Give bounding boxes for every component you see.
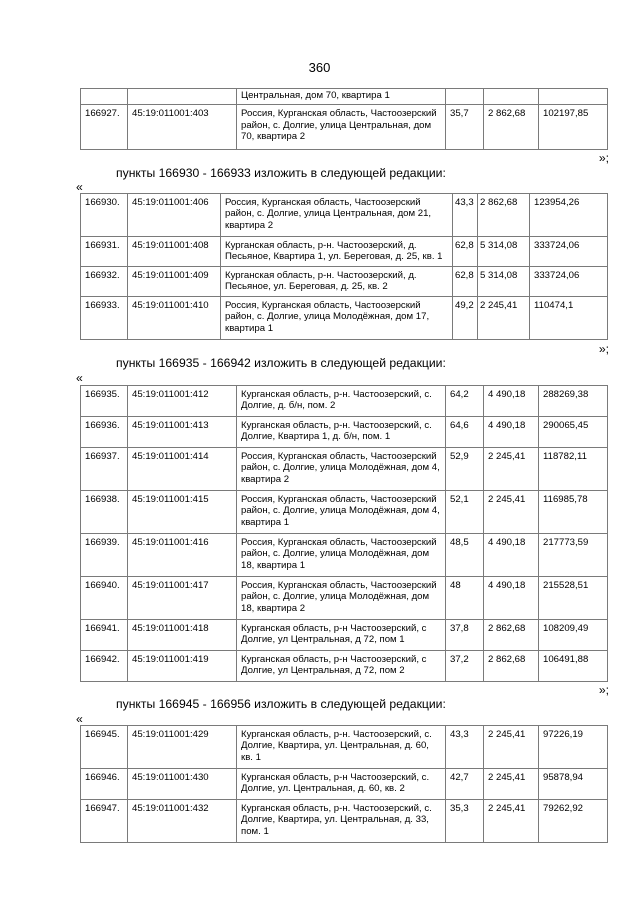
cell-area: 62,8 <box>453 267 478 297</box>
cell-area: 35,3 <box>446 800 484 843</box>
table-row <box>81 769 608 800</box>
cell-num: 166933. <box>81 297 128 340</box>
cell-num <box>81 89 128 105</box>
cell-num: 166947. <box>81 800 128 843</box>
table-row <box>81 800 608 843</box>
cell-price: 2 245,41 <box>484 448 539 491</box>
cell-area: 64,2 <box>446 386 484 417</box>
cell-cadastral: 45:19:011001:416 <box>128 534 237 577</box>
cell-price: 2 862,68 <box>484 620 539 651</box>
cell-cadastral: 45:19:011001:414 <box>128 448 237 491</box>
table-row <box>81 577 608 620</box>
cell-area: 48,5 <box>446 534 484 577</box>
cell-address: Курганская область, р-н Частоозерский, с Долгие, ул Центральная, д 72, пом 2 <box>237 651 446 682</box>
table-row <box>81 237 608 267</box>
table-body <box>81 726 608 843</box>
cell-cadastral: 45:19:011001:429 <box>128 726 237 769</box>
cell-area: 52,9 <box>446 448 484 491</box>
cell-value: 333724,06 <box>530 237 608 267</box>
cell-address: Россия, Курганская область, Частоозерский район, с. Долгие, улица Молодёжная, дом 17, квартира 1 <box>221 297 453 340</box>
cell-area: 62,8 <box>453 237 478 267</box>
cell-value: 123954,26 <box>530 194 608 237</box>
cell-address: Россия, Курганская область, Частоозерский район, с. Долгие, улица Центральная, дом 21, квартира 2 <box>221 194 453 237</box>
table-section-2 <box>80 385 608 682</box>
cell-cadastral: 45:19:011001:432 <box>128 800 237 843</box>
cell-price: 2 245,41 <box>484 491 539 534</box>
cell-area: 37,2 <box>446 651 484 682</box>
cell-num: 166931. <box>81 237 128 267</box>
cell-num: 166938. <box>81 491 128 534</box>
cell-area: 43,3 <box>446 726 484 769</box>
cell-cadastral: 45:19:011001:409 <box>128 267 221 297</box>
cell-price: 5 314,08 <box>478 237 530 267</box>
cell-area: 43,3 <box>453 194 478 237</box>
table-row <box>81 105 608 150</box>
cell-cadastral: 45:19:011001:430 <box>128 769 237 800</box>
cell-price: 2 245,41 <box>484 726 539 769</box>
cell-address: Россия, Курганская область, Частоозерский район, с. Долгие, улица Молодёжная, дом 18, квартира 2 <box>237 577 446 620</box>
table-row <box>81 448 608 491</box>
cell-address: Россия, Курганская область, Частоозерский район, с. Долгие, улица Центральная, дом 70, квартира 2 <box>237 105 446 150</box>
cell-num: 166935. <box>81 386 128 417</box>
cell-value: 95878,94 <box>539 769 608 800</box>
amendment-note: пункты 166935 - 166942 изложить в следующей редакции: <box>116 356 446 370</box>
cell-address: Курганская область, р-н Частоозерский, с. Долгие, ул. Центральная, д. 60, кв. 2 <box>237 769 446 800</box>
cell-num: 166946. <box>81 769 128 800</box>
cell-address: Россия, Курганская область, Частоозерский район, с. Долгие, улица Молодёжная, дом 18, квартира 1 <box>237 534 446 577</box>
cell-num: 166941. <box>81 620 128 651</box>
cell-num: 166932. <box>81 267 128 297</box>
cell-cadastral: 45:19:011001:406 <box>128 194 221 237</box>
cell-value: 108209,49 <box>539 620 608 651</box>
cell-value: 288269,38 <box>539 386 608 417</box>
table-section-3 <box>80 725 608 843</box>
cell-address: Россия, Курганская область, Частоозерский район, с. Долгие, улица Молодёжная, дом 4, квартира 2 <box>237 448 446 491</box>
cell-cadastral: 45:19:011001:417 <box>128 577 237 620</box>
table-body <box>81 386 608 682</box>
cell-address: Курганская область, р-н. Частоозерский, с. Долгие, д. б/н, пом. 2 <box>237 386 446 417</box>
cell-value: 333724,06 <box>530 267 608 297</box>
cell-address: Россия, Курганская область, Частоозерский район, с. Долгие, улица Молодёжная, дом 4, квартира 1 <box>237 491 446 534</box>
table-row <box>81 651 608 682</box>
cell-num: 166939. <box>81 534 128 577</box>
table-section-0 <box>80 88 608 150</box>
table-row <box>81 534 608 577</box>
cell-value: 217773,59 <box>539 534 608 577</box>
cell-num: 166937. <box>81 448 128 491</box>
table-row <box>81 267 608 297</box>
cell-cadastral: 45:19:011001:419 <box>128 651 237 682</box>
cell-address: Курганская область, р-н. Частоозерский, д. Песьяное, Квартира 1, ул. Береговая, д. 25, кв. 1 <box>221 237 453 267</box>
cell-value: 79262,92 <box>539 800 608 843</box>
cell-value: 106491,88 <box>539 651 608 682</box>
cell-cadastral: 45:19:011001:408 <box>128 237 221 267</box>
table-row <box>81 194 608 237</box>
cell-cadastral: 45:19:011001:403 <box>128 105 237 150</box>
cell-address: Курганская область, р-н Частоозерский, с Долгие, ул Центральная, д 72, пом 1 <box>237 620 446 651</box>
cell-cadastral <box>128 89 237 105</box>
cell-area: 37,8 <box>446 620 484 651</box>
cell-value: 118782,11 <box>539 448 608 491</box>
cell-num: 166940. <box>81 577 128 620</box>
table-row <box>81 417 608 448</box>
cell-area: 49,2 <box>453 297 478 340</box>
opening-quote: « <box>76 180 83 194</box>
cell-price: 2 245,41 <box>478 297 530 340</box>
cell-address: Курганская область, р-н. Частоозерский, с. Долгие, Квартира, ул. Центральная, д. 60, кв. 1 <box>237 726 446 769</box>
cell-num: 166942. <box>81 651 128 682</box>
cell-num: 166945. <box>81 726 128 769</box>
cell-price: 2 245,41 <box>484 769 539 800</box>
cell-price <box>484 89 539 105</box>
table-body <box>81 89 608 150</box>
cell-price: 4 490,18 <box>484 417 539 448</box>
cell-area: 64,6 <box>446 417 484 448</box>
cell-num: 166927. <box>81 105 128 150</box>
cell-cadastral: 45:19:011001:412 <box>128 386 237 417</box>
closing-quote: »; <box>598 683 609 697</box>
cell-address: Центральная, дом 70, квартира 1 <box>237 89 446 105</box>
opening-quote: « <box>76 371 83 385</box>
cell-price: 5 314,08 <box>478 267 530 297</box>
closing-quote: »; <box>598 151 609 165</box>
cell-address: Курганская область, р-н. Частоозерский, д. Песьяное, ул. Береговая, д. 25, кв. 2 <box>221 267 453 297</box>
closing-quote: »; <box>598 342 609 356</box>
cell-price: 4 490,18 <box>484 386 539 417</box>
table-row <box>81 89 608 105</box>
cell-value: 215528,51 <box>539 577 608 620</box>
page-number: 360 <box>308 60 331 75</box>
table-body <box>81 194 608 340</box>
cell-area <box>446 89 484 105</box>
cell-value: 290065,45 <box>539 417 608 448</box>
table-row <box>81 386 608 417</box>
amendment-note: пункты 166945 - 166956 изложить в следующей редакции: <box>116 697 446 711</box>
cell-price: 2 245,41 <box>484 800 539 843</box>
cell-value: 116985,78 <box>539 491 608 534</box>
cell-area: 52,1 <box>446 491 484 534</box>
cell-value: 102197,85 <box>539 105 608 150</box>
cell-area: 42,7 <box>446 769 484 800</box>
cell-price: 2 862,68 <box>478 194 530 237</box>
cell-price: 2 862,68 <box>484 651 539 682</box>
cell-address: Курганская область, р-н. Частоозерский, с. Долгие, Квартира 1, д. б/н, пом. 1 <box>237 417 446 448</box>
cell-value: 97226,19 <box>539 726 608 769</box>
cell-price: 2 862,68 <box>484 105 539 150</box>
amendment-note: пункты 166930 - 166933 изложить в следующей редакции: <box>116 166 446 180</box>
cell-num: 166930. <box>81 194 128 237</box>
cell-cadastral: 45:19:011001:415 <box>128 491 237 534</box>
cell-value: 110474,1 <box>530 297 608 340</box>
opening-quote: « <box>76 712 83 726</box>
cell-value <box>539 89 608 105</box>
cell-price: 4 490,18 <box>484 534 539 577</box>
cell-cadastral: 45:19:011001:418 <box>128 620 237 651</box>
table-row <box>81 491 608 534</box>
cell-price: 4 490,18 <box>484 577 539 620</box>
cell-num: 166936. <box>81 417 128 448</box>
cell-cadastral: 45:19:011001:413 <box>128 417 237 448</box>
cell-area: 35,7 <box>446 105 484 150</box>
table-row <box>81 297 608 340</box>
table-row <box>81 726 608 769</box>
table-section-1 <box>80 193 608 340</box>
cell-cadastral: 45:19:011001:410 <box>128 297 221 340</box>
cell-address: Курганская область, р-н. Частоозерский, с. Долгие, Квартира, ул. Центральная, д. 33, пом. 1 <box>237 800 446 843</box>
table-row <box>81 620 608 651</box>
cell-area: 48 <box>446 577 484 620</box>
